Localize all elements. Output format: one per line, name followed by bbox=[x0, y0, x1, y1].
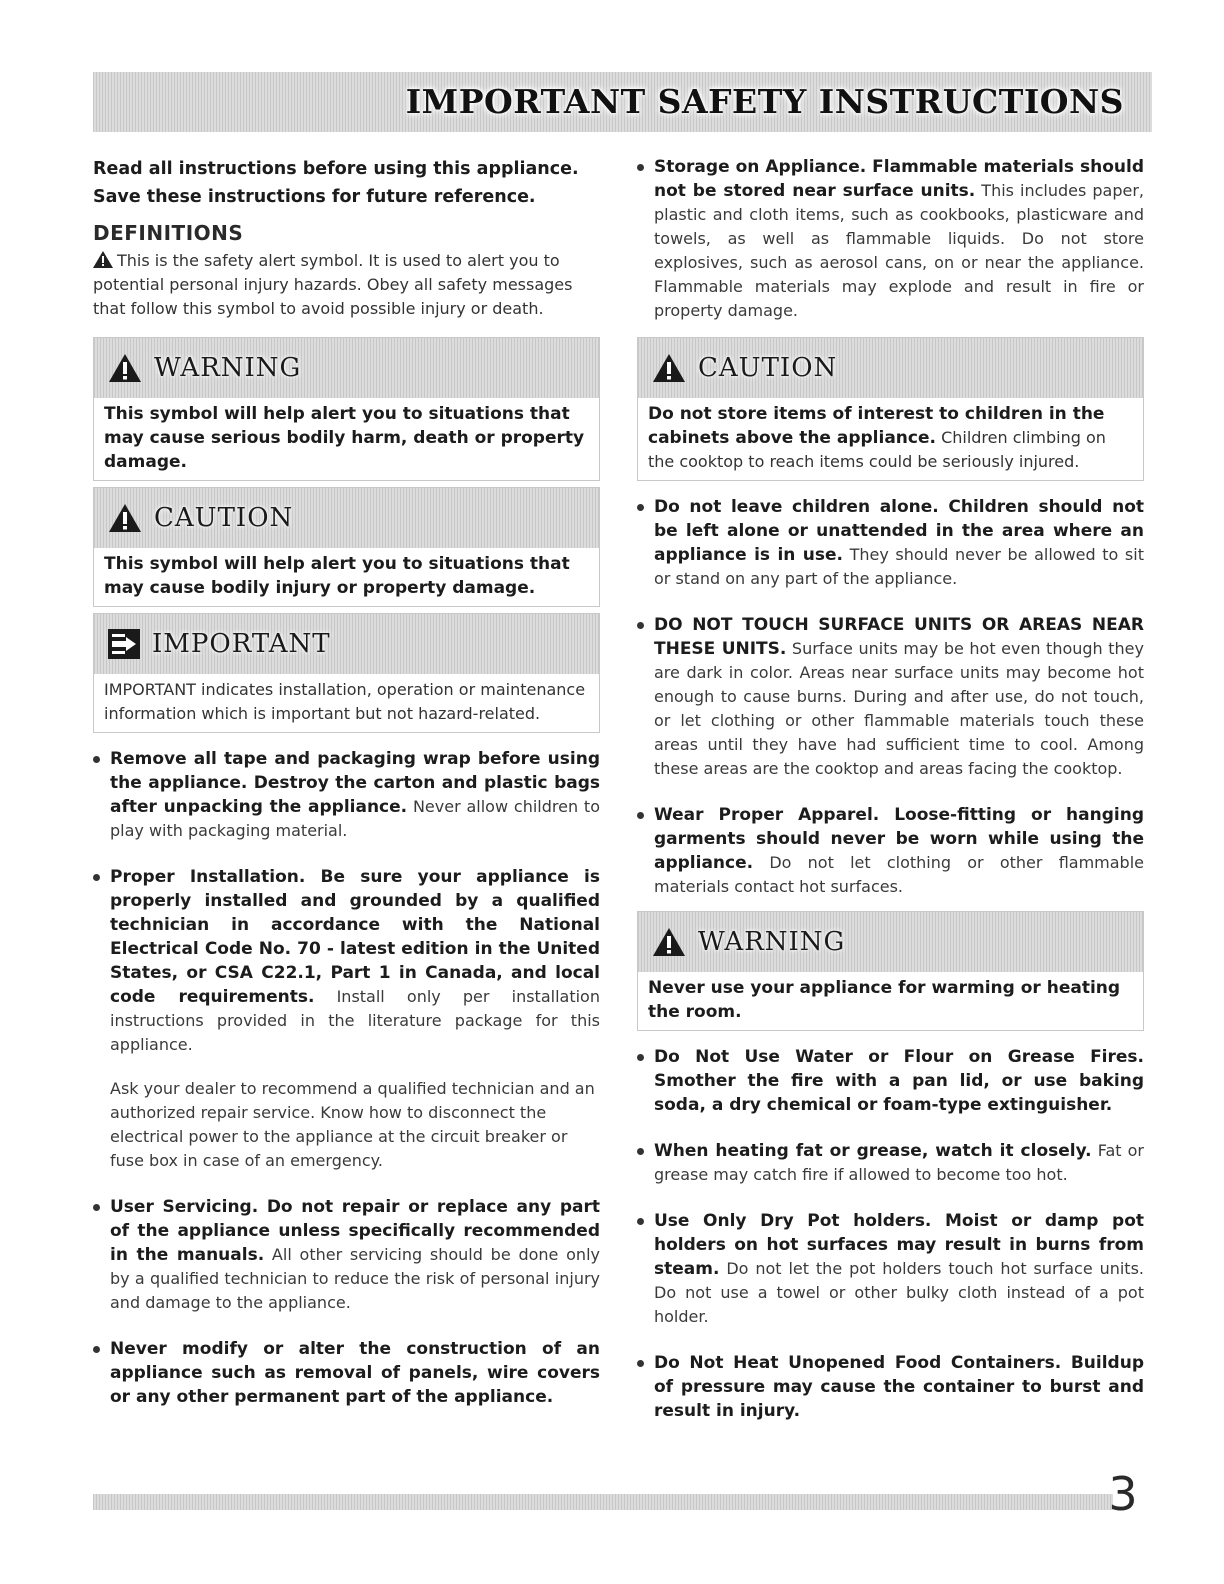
caution-label-right: CAUTION bbox=[698, 353, 838, 383]
safety-alert-triangle-icon bbox=[93, 251, 113, 268]
list-item: Do not leave children alone. Children should not be left alone or unattended in the area where an appliance is in use. They should never be allowed to sit or stand on any part of the appliance. bbox=[637, 495, 1144, 591]
header-bar bbox=[93, 72, 1152, 132]
safety-alert-triangle-icon bbox=[108, 503, 142, 533]
caution-box-right bbox=[637, 337, 1144, 481]
warning-box-right-header bbox=[638, 912, 1143, 972]
page-title: IMPORTANT SAFETY INSTRUCTIONS bbox=[405, 82, 1124, 121]
caution-box bbox=[93, 487, 600, 607]
right-bullet-list-2 bbox=[637, 495, 1144, 899]
safety-alert-triangle-icon bbox=[652, 353, 686, 383]
warning-box bbox=[93, 337, 600, 481]
important-box-header bbox=[94, 614, 599, 674]
list-item: Wear Proper Apparel. Loose-fitting or hanging garments should never be worn while using the appliance. Do not let clothing or other flammable materials contact hot surfaces. bbox=[637, 803, 1144, 899]
right-bullet-list-1 bbox=[637, 155, 1144, 323]
important-box bbox=[93, 613, 600, 733]
list-item: DO NOT TOUCH SURFACE UNITS OR AREAS NEAR THESE UNITS. Surface units may be hot even though they are dark in color. Areas near surface units may become hot enough to cause burns. During and after use, do not touch, or let clothing or other flammable materials touch these areas until they have had sufficient time to cool. Among these areas are the cooktop and areas facing the cooktop. bbox=[637, 613, 1144, 781]
caution-box-right-header bbox=[638, 338, 1143, 398]
list-item: User Servicing. Do not repair or replace any part of the appliance unless specifically recommended in the manuals. All other servicing should be done only by a qualified technician to reduce the risk of personal injury and damage to the appliance. bbox=[93, 1195, 600, 1315]
right-column bbox=[637, 155, 1144, 1445]
left-bullet-list-1 bbox=[93, 747, 600, 1057]
intro-line-1: Read all instructions before using this appliance. bbox=[93, 159, 579, 179]
list-item: When heating fat or grease, watch it closely. Fat or grease may catch fire if allowed to become too hot. bbox=[637, 1139, 1144, 1187]
important-text: IMPORTANT indicates installation, operation or maintenance information which is important but not hazard-related. bbox=[94, 674, 599, 732]
important-arrow-icon bbox=[108, 629, 140, 659]
safety-alert-triangle-icon bbox=[108, 353, 142, 383]
intro-line-2: Save these instructions for future reference. bbox=[93, 187, 536, 207]
list-item: Do Not Use Water or Flour on Grease Fires. Smother the fire with a pan lid, or use baking soda, a dry chemical or foam-type extinguisher. bbox=[637, 1045, 1144, 1117]
warning-label: WARNING bbox=[154, 353, 302, 383]
list-item: Never modify or alter the construction of an appliance such as removal of panels, wire covers or any other permanent part of the appliance. bbox=[93, 1337, 600, 1409]
definitions-text: This is the safety alert symbol. It is used to alert you to potential personal injury hazards. Obey all safety messages that follow this symbol to avoid possible injury or death. bbox=[93, 251, 573, 318]
definitions-heading: DEFINITIONS bbox=[93, 221, 244, 245]
warning-text: This symbol will help alert you to situations that may cause serious bodily harm, death or property damage. bbox=[94, 398, 599, 480]
left-column bbox=[93, 155, 600, 1431]
list-item: Use Only Dry Pot holders. Moist or damp pot holders on hot surfaces may result in burns from steam. Do not let the pot holders touch hot surface units. Do not use a towel or other bulky cloth instead of a pot holder. bbox=[637, 1209, 1144, 1329]
left-bullet-list-2 bbox=[93, 1195, 600, 1409]
right-bullet-list-3 bbox=[637, 1045, 1144, 1423]
footer-bar bbox=[93, 1494, 1113, 1510]
page-number: 3 bbox=[1108, 1467, 1138, 1521]
safety-alert-triangle-icon bbox=[652, 927, 686, 957]
warning-text-right: Never use your appliance for warming or heating the room. bbox=[638, 972, 1143, 1030]
warning-box-header bbox=[94, 338, 599, 398]
caution-box-header bbox=[94, 488, 599, 548]
important-label: IMPORTANT bbox=[152, 629, 331, 659]
caution-label: CAUTION bbox=[154, 503, 294, 533]
list-item: Do Not Heat Unopened Food Containers. Buildup of pressure may cause the container to burst and result in injury. bbox=[637, 1351, 1144, 1423]
warning-label-right: WARNING bbox=[698, 927, 846, 957]
list-item: Storage on Appliance. Flammable materials should not be stored near surface units. This includes paper, plastic and cloth items, such as cookbooks, plasticware and towels, as well as flammable liquids. Do not store explosives, such as aerosol cans, on or near the appliance. Flammable materials may explode and result in fire or property damage. bbox=[637, 155, 1144, 323]
caution-text: This symbol will help alert you to situations that may cause bodily injury or property damage. bbox=[94, 548, 599, 606]
warning-box-right bbox=[637, 911, 1144, 1031]
list-item: Remove all tape and packaging wrap before using the appliance. Destroy the carton and plastic bags after unpacking the appliance. Never allow children to play with packaging material. bbox=[93, 747, 600, 843]
caution-text-right: Do not store items of interest to children in the cabinets above the appliance. Children climbing on the cooktop to reach items could be seriously injured. bbox=[638, 398, 1143, 480]
list-item: Proper Installation. Be sure your appliance is properly installed and grounded by a qualified technician in accordance with the National Electrical Code No. 70 - latest edition in the United States, or CSA C22.1, Part 1 in Canada, and local code requirements. Install only per installation instructions provided in the literature package for this appliance. bbox=[93, 865, 600, 1057]
dealer-paragraph: Ask your dealer to recommend a qualified technician and an authorized repair service. Know how to disconnect the electrical power to the appliance at the circuit breaker or fuse box in case of an emergency. bbox=[110, 1079, 595, 1170]
